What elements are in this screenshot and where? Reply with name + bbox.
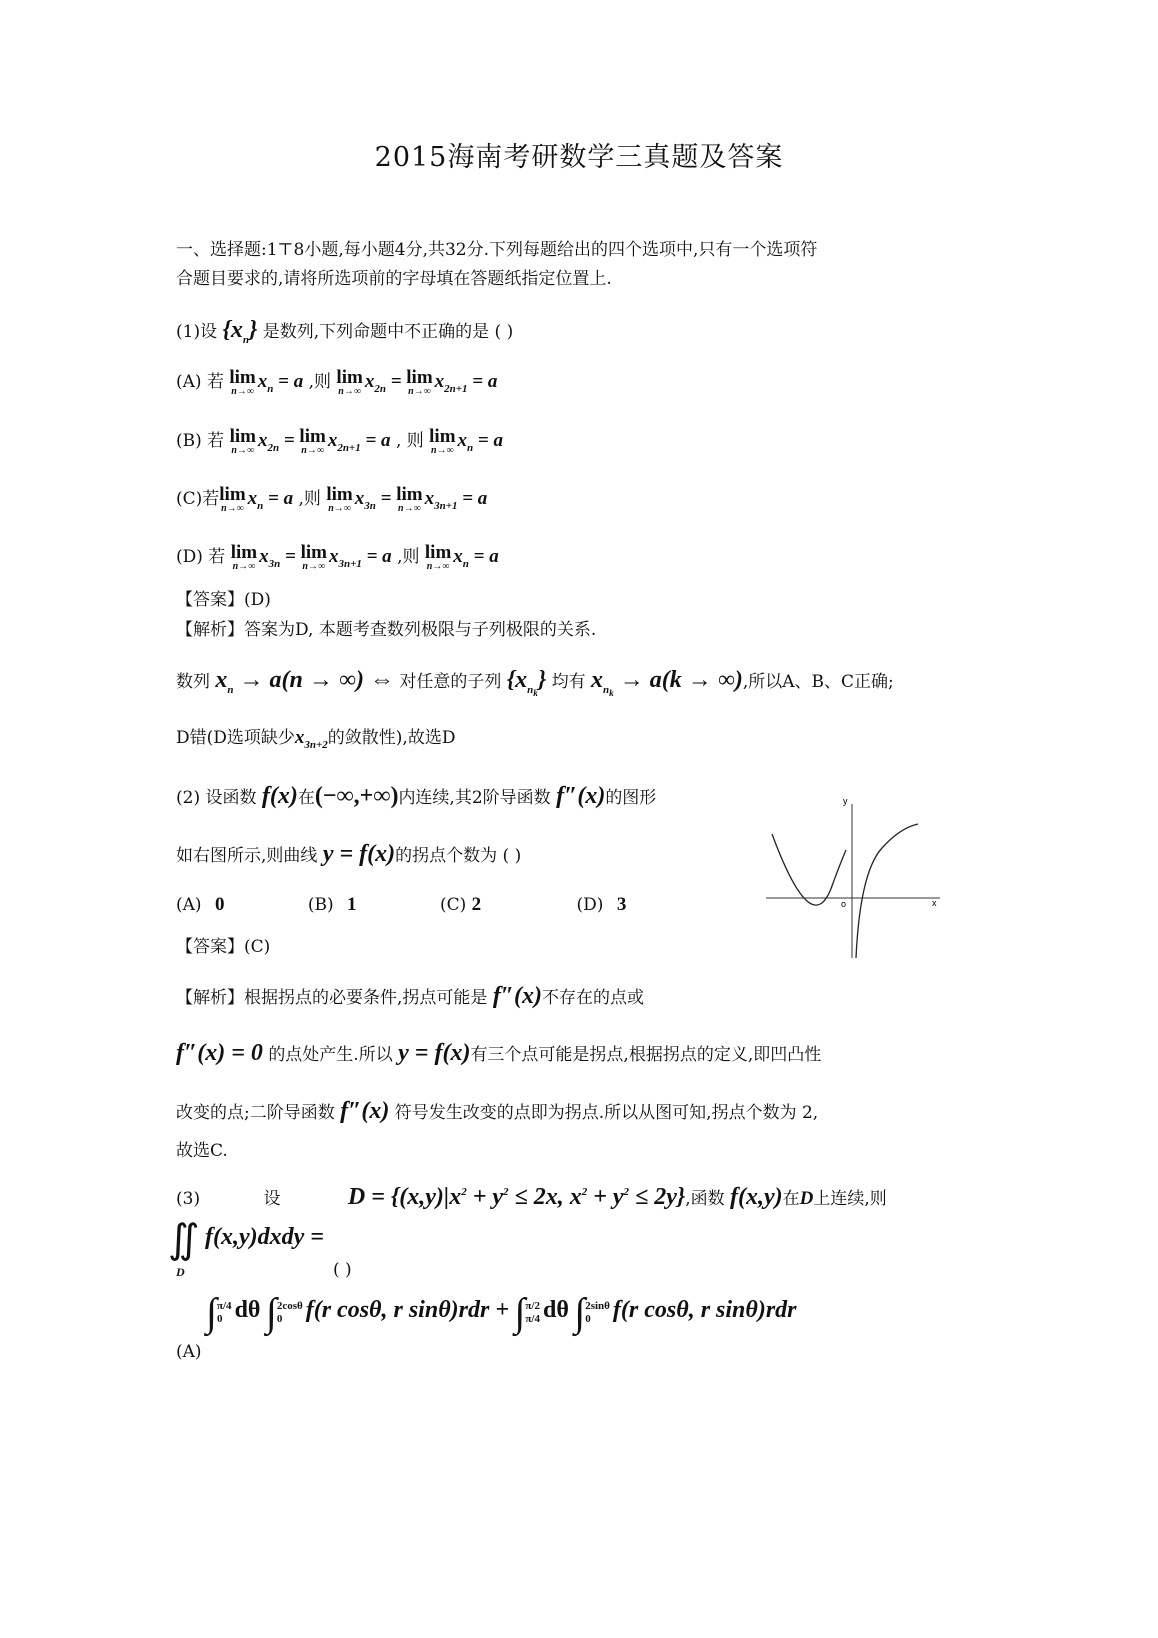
q3-option-a-expression: ∫π/4 0 dθ ∫2cosθ 0 f(r cosθ, r sinθ)rdr + ∫π/2 π/4 dθ ∫2sinθ 0 f(r cosθ, r sinθ)rdr (206, 1289, 797, 1335)
q2-option-d-label: (D) (576, 895, 604, 915)
q2-stem-line-2: 如右图所示,则曲线 y = f(x)的拐点个数为 ( ) (176, 841, 522, 867)
q2-answer: 【答案】(C) (176, 937, 271, 957)
fpp-symbol: f″(x) (340, 1098, 390, 1124)
q1-option-a: (A) 若 lim n→∞ $x_n = a$ ,则 lim n→∞ $x_{2n}$ = lim n→∞ $x_{2n+1} = a$ (176, 367, 498, 397)
integral-sign: ∫ (574, 1289, 586, 1335)
q1-option-d-mid: ,则 (397, 547, 420, 567)
q3-domain-subscript: D (176, 1265, 185, 1279)
q1-option-d: (D) 若 lim n→∞ $x_{3n}$ = lim n→∞ $x_{3n+1} = a$ ,则 lim n→∞ $x_n = a$ (176, 542, 499, 572)
section-intro-line-2: 合题目要求的,请将所选项前的字母填在答题纸指定位置上. (176, 269, 612, 289)
limit-symbol: lim n→∞ (326, 484, 353, 514)
q1-c-cond: $x_n = a$ (247, 488, 294, 512)
q1-b-cond: $x_{2n+1} = a$ (327, 430, 391, 454)
limit-symbol: lim n→∞ (299, 426, 326, 456)
q2-option-b-label: (B) (307, 895, 334, 915)
right-curve (856, 824, 918, 958)
y-equals-fx: y = f(x) (398, 1040, 471, 1066)
q1-option-c-label: (C)若 (176, 489, 220, 509)
limit-symbol: lim n→∞ (229, 367, 256, 397)
q1-d-cond: $x_{3n+1} = a$ (328, 546, 392, 570)
limit-symbol: lim n→∞ (396, 484, 423, 514)
q2-option-a-label: (A) (176, 895, 202, 915)
integral-sign: ∫ (265, 1289, 277, 1335)
fx-symbol: f(x) (261, 783, 298, 809)
q1-explanation-2: D错(D选项缺少$x_{3n+2}$的敛散性),故选D (176, 727, 456, 751)
second-derivative-graph (762, 792, 944, 962)
q2-options (176, 893, 626, 917)
q1-option-b-mid: , 则 (395, 431, 424, 451)
q1-seq-symbol: $\{x_n\}$ (222, 317, 258, 346)
q1-stem-prefix: (1)设 (176, 322, 218, 342)
q2-option-a-value: 0 (214, 894, 225, 915)
parabola-curve (772, 834, 846, 905)
q1-answer: 【答案】(D) (176, 590, 271, 610)
subseq-converges: $x_{n_k} \to a(k$ → ∞) (591, 667, 743, 698)
fpp-symbol: f″(x) (492, 983, 543, 1009)
q1-option-d-label: (D) 若 (176, 547, 226, 567)
q2-analysis-3: 改变的点;二阶导函数 f″(x) 符号发生改变的点即为拐点.所以从图可知,拐点个数为 2, (176, 1098, 819, 1124)
fpp-symbol: f″(x) (556, 783, 606, 809)
domain-set: $D = \{(x,y)|x^2 + y^2 \le 2x$, $x^2 + y^2 \le 2y$} (347, 1184, 686, 1210)
limit-symbol: lim n→∞ (219, 484, 246, 514)
origin-label: o (841, 899, 847, 909)
q2-stem-line-1: (2) 设函数 f(x)在(−∞,+∞)内连续,其2阶导函数 f″(x)的图形 (176, 783, 657, 809)
q2-analysis-4: 故选C. (176, 1141, 228, 1161)
q2-analysis-2: f″(x) = 0 的点处产生.所以 y = f(x)有三个点可能是拐点,根据拐点的定义,即凹凸性 (176, 1040, 822, 1066)
q1-explanation-1: 数列 $x_n \to a(n$ → ∞) ⇔ 对任意的子列 $\{x_{n_k}\}$ 均有 $x_{n_k} \to a(k$ → ∞),所以A、B、C正确; (176, 667, 894, 698)
limit-symbol: lim n→∞ (230, 542, 258, 572)
integral-sign: ∫ (206, 1289, 217, 1335)
limit-symbol: lim n→∞ (229, 426, 256, 456)
q2-analysis-1: 【解析】根据拐点的必要条件,拐点可能是 f″(x)不存在的点或 (176, 983, 645, 1009)
fpp-zero: f″(x) = 0 (176, 1040, 263, 1066)
q1-option-b-label: (B) 若 (176, 431, 225, 451)
q3-option-a-label: (A) (176, 1342, 202, 1362)
fxy-symbol: f(x,y) (730, 1184, 783, 1210)
q1-d-res: $x_n = a$ (453, 546, 499, 570)
limit-symbol: lim n→∞ (300, 542, 327, 572)
q1-a-cond: $x_n = a$ (257, 371, 304, 395)
q1-b-res: $x_n = a$ (457, 430, 503, 454)
q1-option-c-mid: ,则 (298, 489, 321, 509)
q1-analysis: 【解析】答案为D, 本题考查数列极限与子列极限的关系. (176, 620, 597, 640)
q1-c-res: $x_{3n+1} = a$ (424, 488, 488, 512)
limit-symbol: lim n→∞ (336, 367, 363, 397)
y-axis-label: y (843, 796, 848, 806)
q2-option-d-value: 3 (616, 894, 627, 915)
x-axis-label: x (932, 898, 937, 908)
q3-blank: ( ) (333, 1260, 352, 1280)
d-symbol: D (799, 1188, 814, 1209)
limit-symbol: lim n→∞ (429, 426, 456, 456)
x3n2-term: $x_{3n+2}$ (294, 727, 328, 751)
limit-symbol: lim n→∞ (406, 367, 433, 397)
subsequence: $\{x_{n_k}\}$ (506, 667, 547, 698)
double-integral-expr: f(x,y)dxdy = (204, 1224, 324, 1250)
double-integral-sign: ∬ (168, 1216, 200, 1262)
q1-option-b: (B) 若 lim n→∞ $x_{2n}$ = lim n→∞ $x_{2n+1} = a$ , 则 lim n→∞ $x_n = a$ (176, 426, 503, 456)
q1-option-a-mid: ,则 (308, 372, 332, 392)
y-equals-fx: y = f(x) (322, 841, 396, 867)
q2-option-c-value: 2 (471, 894, 482, 915)
q1-a-res: $x_{2n+1} = a$ (434, 371, 498, 395)
q3-double-integral (168, 1216, 324, 1262)
section-intro-line-1: 一、选择题:1⊤8小题,每小题4分,共32分.下列每题给出的四个选项中,只有一个选项符 (176, 240, 818, 260)
seq-converges: $x_n \to a(n$ → ∞) ⇔ (215, 667, 394, 696)
q3-stem-line-1: (3) 设 $D = \{(x,y)|x^2 + y^2 \le 2x$, $x^2 + y^2 \le 2y$},函数 f(x,y)在D上连续,则 (176, 1184, 887, 1210)
limit-symbol: lim n→∞ (424, 542, 452, 572)
q1-stem-suffix: 是数列,下列命题中不正确的是 ( ) (262, 322, 514, 342)
q1-option-c: (C)若 lim n→∞ $x_n = a$ ,则 lim n→∞ $x_{3n}$ = lim n→∞ $x_{3n+1} = a$ (176, 484, 488, 514)
integral-sign: ∫ (514, 1289, 526, 1335)
q1-stem (176, 318, 513, 352)
q2-option-b-value: 1 (347, 894, 357, 915)
page-title: 2015海南考研数学三真题及答案 (374, 142, 784, 173)
interval-symbol: (−∞,+∞) (314, 783, 399, 809)
q2-option-c-label: (C) (439, 895, 467, 915)
q1-option-a-label: (A) 若 (176, 372, 224, 392)
